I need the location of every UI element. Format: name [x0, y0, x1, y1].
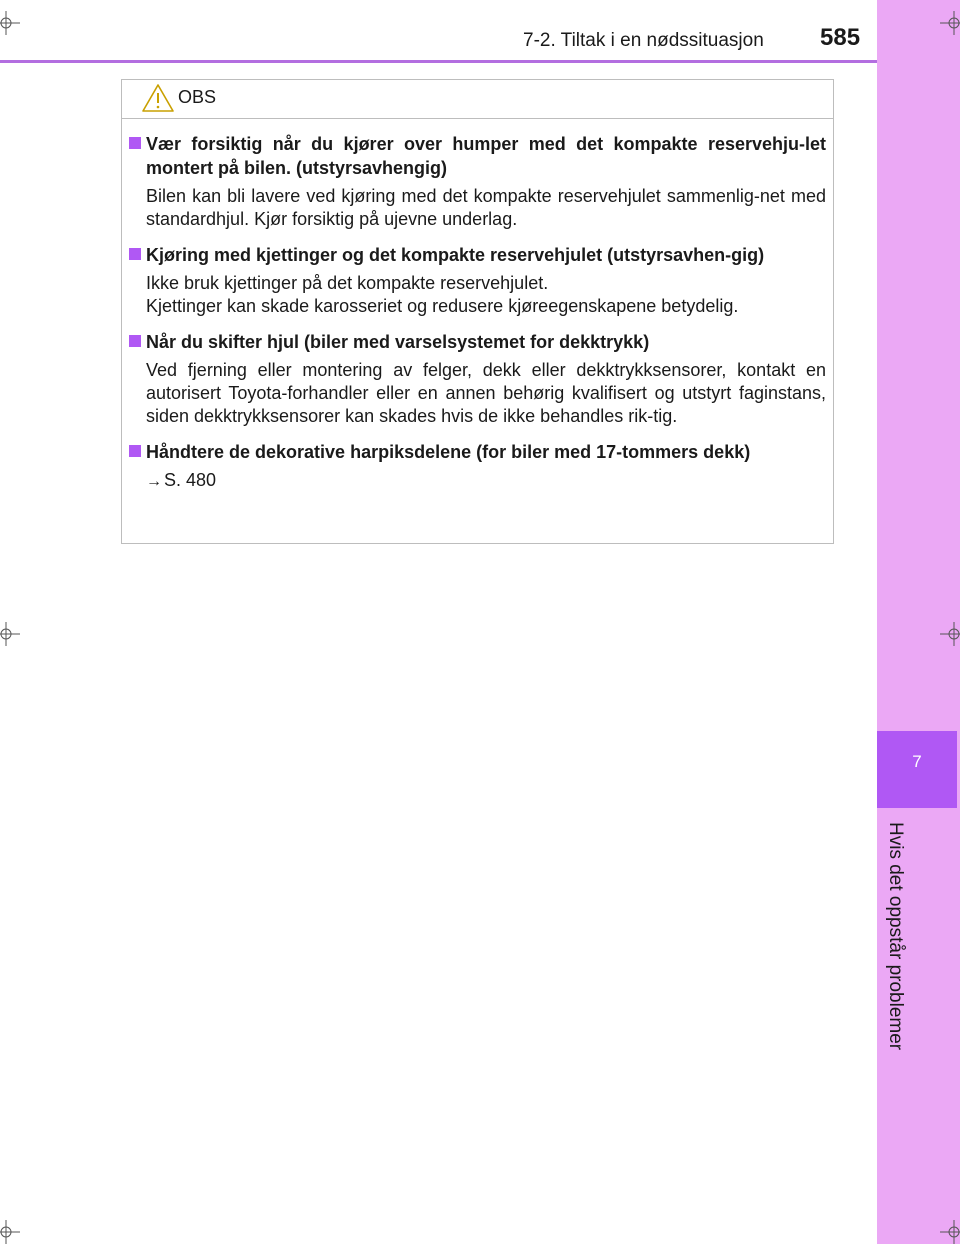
page-number: 585	[820, 24, 861, 51]
crop-mark-icon	[0, 11, 24, 35]
crop-mark-icon	[936, 11, 960, 35]
notice-item-body	[129, 359, 826, 428]
notice-item-body	[129, 185, 826, 231]
heading-text: Håndtere de dekorative harpiksdelene (for biler med 17-tommers dekk)	[146, 442, 751, 462]
square-bullet-icon	[129, 335, 141, 347]
body-text: Ved fjerning eller montering av felger, dekk eller dekktrykksensorer, kontakt en autorisert Toyota-forhandler eller en annen behørig kvalifisert og utstyrt faginstans, siden dekktrykksensorer kan skades hvis de ikke behandles rik-tig.	[146, 360, 826, 426]
notice-item-heading	[129, 243, 826, 267]
reference-text: S. 480	[164, 470, 217, 490]
notice-item-body	[129, 272, 826, 318]
body-text: Ikke bruk kjettinger på det kompakte reservehjulet.	[146, 273, 549, 293]
arrow-right-icon: →	[146, 473, 162, 490]
heading-text: Når du skifter hjul (biler med varselsystemet for dekktrykk)	[146, 332, 650, 352]
square-bullet-icon	[129, 248, 141, 260]
notice-item	[129, 132, 826, 231]
notice-item-heading	[129, 132, 826, 180]
heading-text: Kjøring med kjettinger og det kompakte reservehjulet (utstyrsavhen-gig)	[146, 245, 765, 265]
body-text: Kjettinger kan skade karosseriet og redusere kjøreegenskapene betydelig.	[146, 296, 739, 316]
header-rule	[0, 60, 877, 63]
chapter-number: 7	[912, 752, 922, 771]
section-title: 7-2. Tiltak i en nødssituasjon	[523, 30, 764, 51]
square-bullet-icon	[129, 137, 141, 149]
crop-mark-icon	[936, 1220, 960, 1244]
notice-content	[129, 132, 826, 505]
notice-item	[129, 330, 826, 428]
notice-header	[121, 79, 834, 119]
notice-label: OBS	[178, 87, 217, 107]
crop-mark-icon	[0, 622, 24, 646]
notice-item	[129, 243, 826, 318]
square-bullet-icon	[129, 445, 141, 457]
heading-text: Vær forsiktig når du kjører over humper med det kompakte reservehju-let montert på bilen. (utstyrsavhengig)	[146, 134, 826, 178]
body-text: Bilen kan bli lavere ved kjøring med det kompakte reservehjulet sammenlig-net med standardhjul. Kjør forsiktig på ujevne underlag.	[146, 186, 826, 229]
notice-item-heading	[129, 330, 826, 354]
notice-item-body	[129, 469, 826, 493]
crop-mark-icon	[936, 622, 960, 646]
crop-mark-icon	[0, 1220, 24, 1244]
chapter-title: Hvis det oppstår problemer	[885, 822, 906, 1051]
notice-item	[129, 440, 826, 493]
notice-item-heading	[129, 440, 826, 464]
warning-triangle-icon	[141, 83, 175, 113]
page-reference[interactable]	[146, 469, 826, 493]
